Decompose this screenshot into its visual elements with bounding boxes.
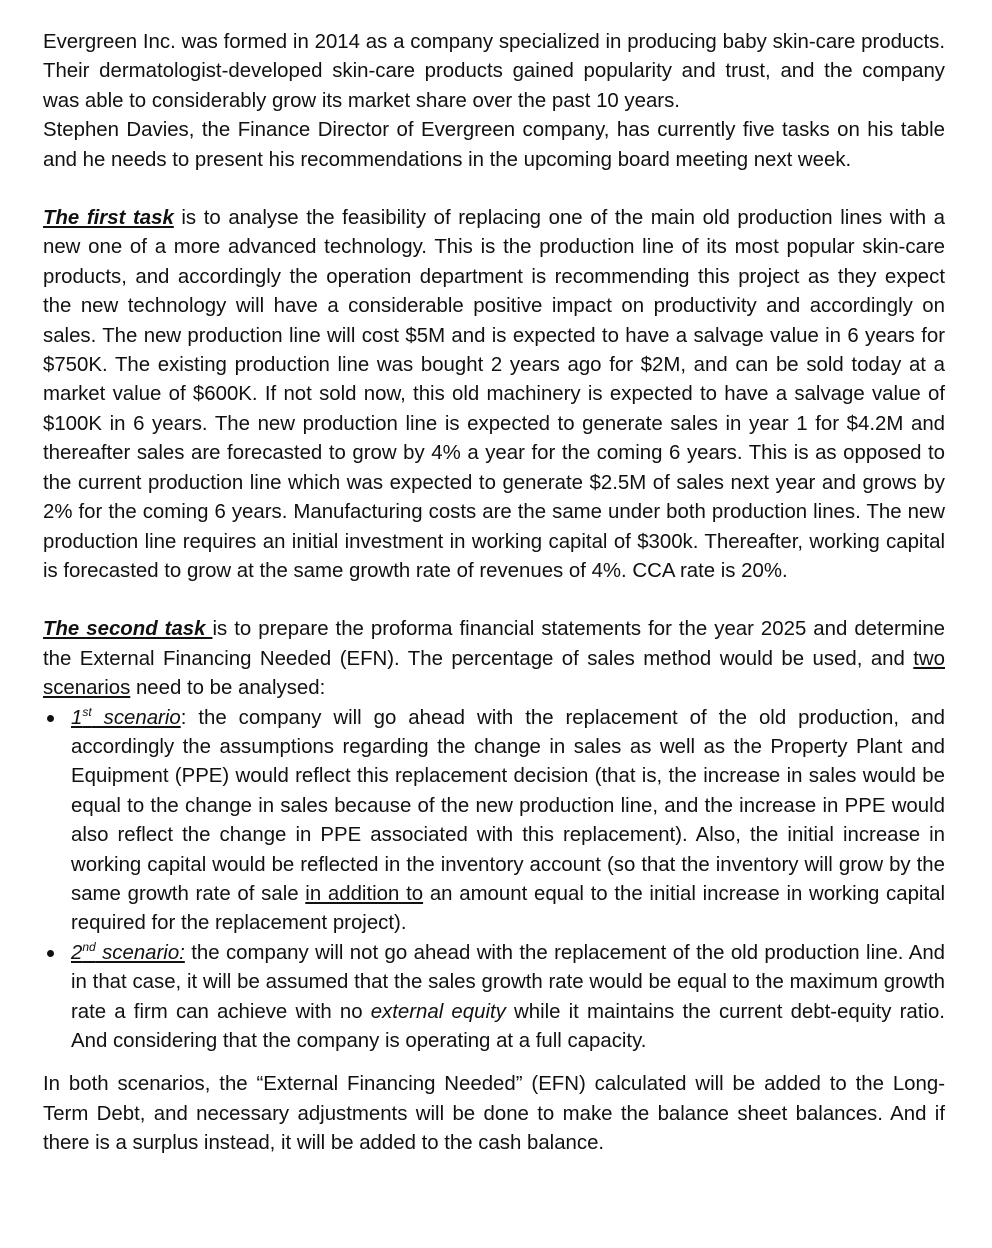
task1-heading: The first task <box>43 207 174 230</box>
scenario-1-text-a: the company will go ahead with the replacement of the old production, and accordingly the assumptions regarding the change in sales as well as the Property Plant and Equipment (PPE) would reflect this replacement decision (that is, the increase in sales would be equal to the change in sales because of the new production line, and the increase in PPE would also reflect the change in PPE associated with this replacement). Also, the initial increase in working capital would be reflected in the inventory account (so that the inventory will grow by the same growth rate of sale <box>71 706 945 905</box>
bullet-icon <box>47 950 54 957</box>
scenario-2-text-a: the company will not go ahead with the replacement of the old production line. And in that case, it will be assumed that the sales growth rate would be equal to the maximum growth rate a firm can achieve with no <box>71 941 945 1023</box>
spacer <box>43 586 945 615</box>
intro-paragraph-finance-director: Stephen Davies, the Finance Director of Evergreen company, has currently five tasks on his table and he needs to present his recommendations in the upcoming board meeting next week. <box>43 119 945 171</box>
spacer <box>43 175 945 204</box>
scenario-2-label: 2nd scenario: <box>71 939 185 964</box>
task1-paragraph <box>43 204 945 586</box>
intro-paragraph: Evergreen Inc. was formed in 2014 as a company specialized in producing baby skin-care products. Their dermatologist-developed skin-care products gained popularity and trust, and the company was able to considerably grow its market share over the past 10 years. <box>43 31 945 112</box>
spacer <box>43 1056 945 1070</box>
task2-heading: The second task <box>43 618 213 641</box>
scenario-list <box>43 704 945 1057</box>
task2-body-a: is to prepare the proforma financial statements for the year 2025 and determine the External Financing Needed (EFN). The percentage of sales method would be used, and <box>43 618 946 670</box>
in-addition-to-text: in addition to <box>305 882 424 905</box>
scenario-2-text-b: while it maintains the current debt-equity ratio. And considering that the company is operating at a full capacity. <box>71 1000 945 1052</box>
scenario-1-label: 1st scenario <box>71 704 181 729</box>
scenario-1-text-b: an amount equal to the initial increase in working capital required for the replacement project). <box>71 882 945 935</box>
task2-body-b: need to be analysed: <box>130 677 326 700</box>
scenario-2-item <box>43 939 945 1057</box>
bullet-icon <box>47 715 54 722</box>
two-scenarios-text: two scenarios <box>43 647 945 700</box>
task1-body: is to analyse the feasibility of replacing one of the main old production lines with a new one of a more advanced technology. This is the production line of its most popular skin-care products, and accordingly the operation department is recommending this project as they expect the new technology will have a considerable positive impact on productivity and accordingly on sales. The new production line will cost $5M and is expected to have a salvage value in 6 years for $750K. The existing production line was bought 2 years ago for $2M, and can be sold today at a market value of $600K. If not sold now, this old machinery is expected to have a salvage value of $100K in 6 years. The new production line is expected to generate sales in year 1 for $4.2M and thereafter sales are forecasted to grow by 4% a year for the coming 6 years. This is as opposed to the current production line which was expected to generate $2.5M of sales next year and grows by 2% for the coming 6 years. Manufacturing costs are the same under both production lines. The new production line requires an initial investment in working capital of $300k. Thereafter, working capital is forecasted to grow at the same growth rate of revenues of 4%. CCA rate is 20%. <box>43 207 945 582</box>
task2-paragraph <box>43 615 945 703</box>
scenario-1-item: 1st scenario: the company will go ahead with the replacement of the old production, and accordingly the assumptions regarding the change in sales as well as the Property Plant and Equipment (PPE) would reflect this replacement decision (that is, the increase in sales would be equal to the change in sales because of the new production line, and the increase in PPE would also reflect the change in PPE associated with this replacement). Also, the initial increase in working capital would be reflected in the inventory account (so that the inventory will grow by the same growth rate of sale in addition to an amount equal to the initial increase in working capital required for the replacement project). <box>43 704 945 939</box>
external-equity-text: external equity <box>370 1000 506 1023</box>
closing-paragraph: In both scenarios, the “External Financing Needed” (EFN) calculated will be added to the Long-Term Debt, and necessary adjustments will be done to make the balance sheet balances. And if there is a surplus instead, it will be added to the cash balance. <box>43 1073 945 1155</box>
